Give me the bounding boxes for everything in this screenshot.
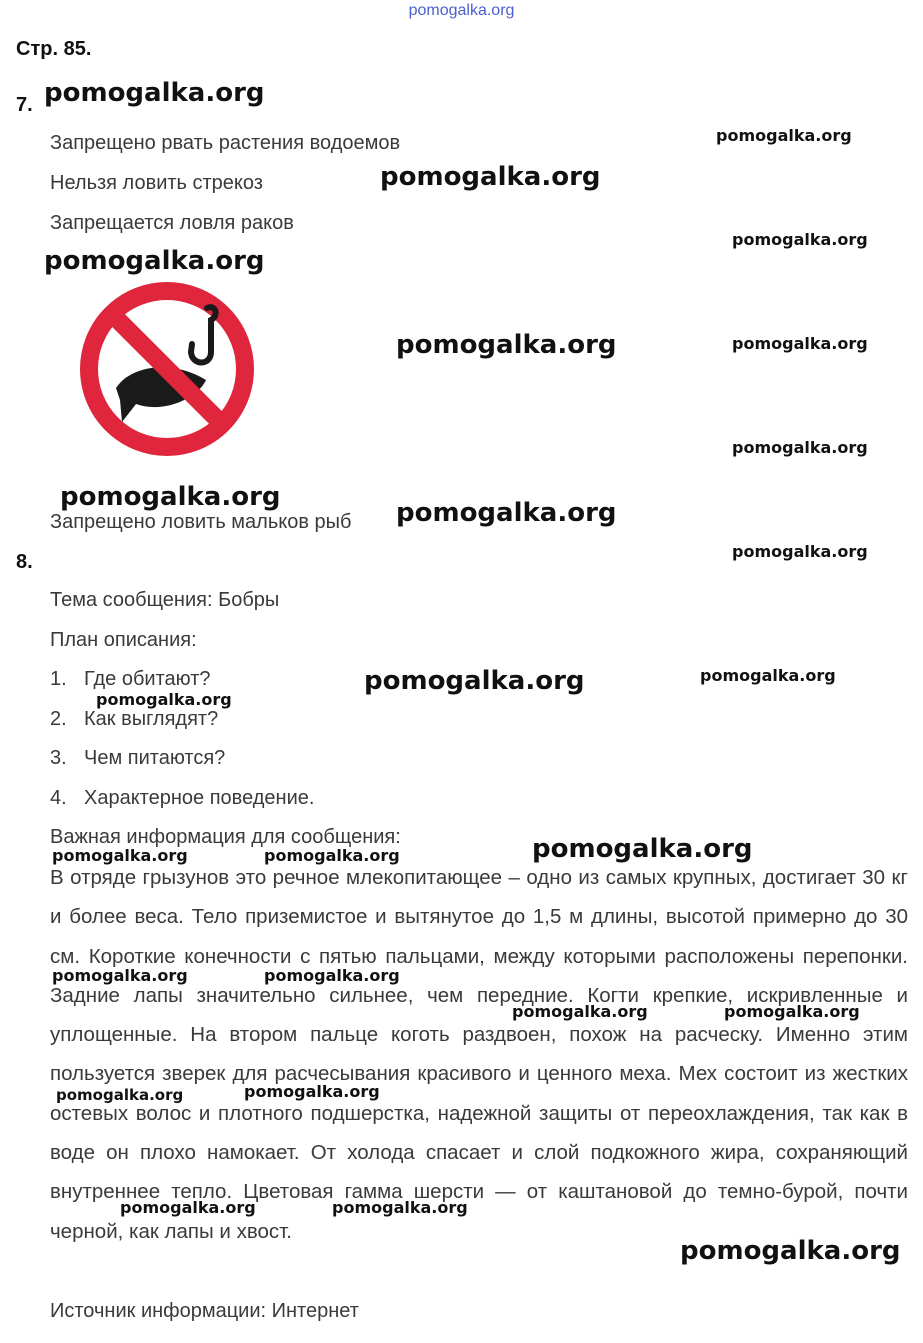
watermark: pomogalka.org	[512, 1002, 648, 1021]
watermark: pomogalka.org	[680, 1236, 901, 1266]
plan-title: План описания:	[50, 629, 197, 651]
watermark: pomogalka.org	[396, 498, 617, 528]
plan-item-text: Как выглядят?	[84, 708, 219, 730]
top-watermark: pomogalka.org	[408, 2, 515, 19]
watermark: pomogalka.org	[120, 1198, 256, 1217]
watermark: pomogalka.org	[264, 966, 400, 985]
watermark: pomogalka.org	[332, 1198, 468, 1217]
task-8-number: 8.	[16, 551, 33, 573]
plan-item-number: 3.	[50, 747, 67, 769]
source-line: Источник информации: Интернет	[50, 1300, 359, 1322]
task-7-line-2: Нельзя ловить стрекоз	[50, 172, 263, 194]
plan-item	[50, 747, 225, 770]
watermark: pomogalka.org	[364, 666, 585, 696]
watermark: pomogalka.org	[700, 666, 836, 685]
watermark: pomogalka.org	[532, 834, 753, 864]
plan-item-text: Где обитают?	[84, 668, 211, 690]
topic-line: Тема сообщения: Бобры	[50, 589, 280, 611]
watermark: pomogalka.org	[52, 966, 188, 985]
plan-item-number: 4.	[50, 787, 67, 809]
info-title: Важная информация для сообщения:	[50, 826, 401, 848]
watermark: pomogalka.org	[724, 1002, 860, 1021]
watermark: pomogalka.org	[244, 1082, 380, 1101]
watermark: pomogalka.org	[44, 78, 265, 108]
watermark: pomogalka.org	[732, 438, 868, 457]
plan-item	[50, 787, 314, 810]
watermark: pomogalka.org	[44, 246, 265, 276]
watermark: pomogalka.org	[732, 542, 868, 561]
plan-item	[50, 708, 218, 731]
watermark: pomogalka.org	[716, 126, 852, 145]
plan-item-text: Чем питаются?	[84, 747, 226, 769]
watermark: pomogalka.org	[96, 690, 232, 709]
task-7-line-3: Запрещается ловля раков	[50, 212, 294, 234]
plan-item-number: 2.	[50, 708, 67, 730]
watermark: pomogalka.org	[56, 1086, 184, 1104]
plan-item-text: Характерное поведение.	[84, 787, 315, 809]
watermark: pomogalka.org	[264, 846, 400, 865]
watermark: pomogalka.org	[60, 482, 281, 512]
watermark: pomogalka.org	[732, 230, 868, 249]
watermark: pomogalka.org	[52, 846, 188, 865]
watermark: pomogalka.org	[380, 162, 601, 192]
task-7-caption: Запрещено ловить мальков рыб	[50, 511, 352, 533]
task-7-number: 7.	[16, 94, 33, 116]
watermark: pomogalka.org	[396, 330, 617, 360]
task-7-line-1: Запрещено рвать растения водоемов	[50, 132, 401, 154]
page-label: Стр. 85.	[16, 38, 92, 60]
watermark: pomogalka.org	[732, 334, 868, 353]
no-fishing-sign-icon	[78, 280, 256, 458]
plan-item	[50, 668, 211, 691]
info-paragraph: В отряде грызунов это речное млекопитающее – одно из самых крупных, достигает 30 кг и более веса. Тело приземистое и вытянутое до 1,5 м длины, высотой примерно до 30 см. Короткие конечности с пятью пальцами, между которыми расположены перепонки. Задние лапы значительно сильнее, чем передние. Когти крепкие, искривленные и уплощенные. На втором пальце коготь раздвоен, похож на расческу. Именно этим пользуется зверек для расчесывания красивого и ценного меха. Мех состоит из жестких остевых волос и плотного подшерстка, надежной защиты от переохлаждения, так как в воде он плохо намокает. От холода спасает и слой подкожного жира, сохраняющий внутреннее тепло. Цветовая гамма шерсти — от каштановой до темно-бурой, почти черной, как лапы и хвост.	[50, 866, 908, 1243]
plan-item-number: 1.	[50, 668, 67, 690]
